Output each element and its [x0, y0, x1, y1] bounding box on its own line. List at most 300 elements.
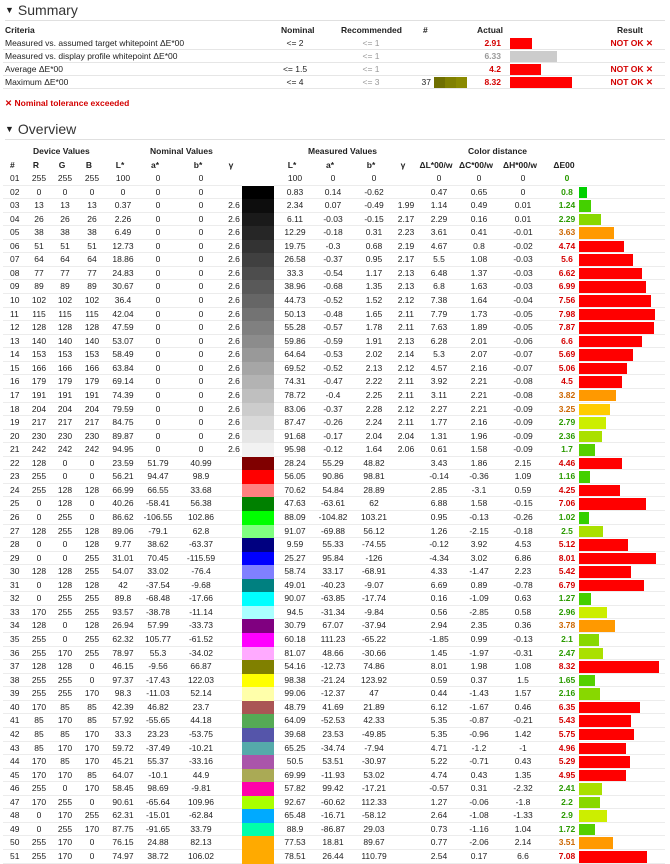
color-swatch: [242, 755, 274, 769]
table-cell: -0.15: [364, 213, 384, 224]
delta-e-bar: [579, 471, 590, 483]
table-cell: 08: [10, 267, 20, 278]
table-cell: 2.13: [397, 281, 415, 292]
table-cell: 0.01: [514, 213, 532, 224]
table-cell: -0.06: [513, 335, 533, 346]
table-cell: 55.28: [284, 322, 306, 333]
table-cell: 0: [198, 389, 204, 400]
table-cell: 40: [10, 701, 20, 712]
table-cell: 13: [87, 200, 97, 211]
table-cell: 21.89: [363, 701, 385, 712]
table-cell: 255: [57, 823, 73, 834]
table-cell: 0.59: [514, 484, 532, 495]
table-row: [3, 674, 665, 688]
table-cell: -0.12: [429, 539, 449, 550]
table-cell: 56.21: [112, 471, 134, 482]
table-cell: -10.1: [148, 769, 168, 780]
divider: [5, 139, 665, 140]
table-cell: -0.15: [513, 498, 533, 509]
table-row: [3, 742, 665, 756]
delta-e-bar: [579, 539, 628, 551]
table-cell: 0: [155, 295, 161, 306]
table-cell: 98.38: [284, 674, 306, 685]
table-cell: 242: [31, 444, 47, 455]
table-cell: 3.92: [470, 539, 488, 550]
table-cell: 217: [84, 417, 100, 428]
table-cell: 179: [57, 376, 73, 387]
table-cell: 0: [36, 498, 42, 509]
table-cell: 1.96: [470, 430, 488, 441]
actual-value: 4.2: [489, 64, 501, 74]
table-cell: 2.35: [470, 620, 488, 631]
color-swatch: [242, 403, 274, 417]
color-swatch: [242, 226, 274, 240]
table-cell: 166: [84, 362, 100, 373]
table-cell: 191: [31, 389, 47, 400]
table-cell: -58.41: [145, 498, 171, 509]
table-cell: 55.37: [147, 756, 169, 767]
table-cell: -4.34: [429, 552, 449, 563]
color-swatch: [242, 511, 274, 525]
table-cell: 1.04: [514, 823, 532, 834]
table-cell: 4.53: [514, 539, 532, 550]
delta-e-bar: [579, 770, 626, 782]
table-cell: 6.49: [114, 227, 132, 238]
table-cell: 10: [10, 295, 20, 306]
table-cell: 98.81: [363, 471, 385, 482]
overview-title: Overview: [17, 121, 77, 137]
delta-e-bar: [579, 648, 603, 660]
table-cell: 4.5: [561, 376, 573, 387]
table-cell: 33.17: [322, 566, 344, 577]
table-cell: 89.67: [363, 837, 385, 848]
table-cell: -0.3: [325, 240, 341, 251]
table-cell: 9.59: [286, 539, 304, 550]
table-cell: 170: [84, 823, 100, 834]
column-header: L*: [287, 160, 297, 170]
table-cell: 204: [84, 403, 100, 414]
table-cell: 93.57: [112, 606, 134, 617]
table-cell: 20: [10, 430, 20, 441]
table-cell: 255: [84, 634, 100, 645]
table-cell: 0.8: [473, 240, 485, 251]
table-cell: 7.06: [558, 498, 576, 509]
table-cell: 92.67: [284, 796, 306, 807]
table-row: [3, 796, 665, 810]
table-cell: 02: [10, 186, 20, 197]
table-cell: 2.16: [470, 417, 488, 428]
table-cell: 2.04: [365, 430, 383, 441]
table-cell: 103.21: [361, 512, 387, 522]
color-swatch: [242, 701, 274, 715]
measured-values-header: Measured Values: [308, 146, 377, 156]
table-cell: -11.03: [146, 688, 170, 699]
table-cell: 0: [564, 173, 570, 183]
delta-e-bar: [579, 729, 634, 741]
color-swatch: [242, 809, 274, 823]
table-cell: 2.96: [558, 606, 576, 617]
table-cell: 128: [57, 566, 73, 577]
color-swatch: [242, 416, 274, 430]
table-cell: 89: [87, 281, 97, 292]
table-cell: 42.33: [363, 715, 385, 726]
table-cell: 0.43: [470, 769, 488, 780]
table-cell: 2.11: [398, 376, 414, 387]
overview-heading[interactable]: [5, 121, 76, 137]
table-cell: 0.99: [470, 634, 488, 645]
table-cell: 64: [34, 254, 44, 265]
delta-e-bar: [579, 214, 601, 226]
table-cell: 23.53: [322, 728, 344, 739]
table-cell: 140: [84, 335, 100, 346]
table-cell: 3.11: [431, 389, 447, 400]
table-cell: -0.53: [323, 349, 343, 360]
summary-row: [3, 76, 665, 89]
table-cell: 2.6: [228, 254, 240, 265]
table-cell: 5.5: [433, 254, 445, 265]
table-row: [3, 403, 665, 417]
table-cell: -0.26: [323, 417, 343, 428]
table-cell: 128: [31, 661, 47, 672]
table-cell: 85: [34, 742, 44, 753]
table-cell: 6.69: [430, 579, 448, 590]
num-header: #: [423, 25, 428, 35]
table-cell: 59.72: [112, 742, 134, 753]
table-cell: 2.16: [470, 362, 488, 373]
table-cell: 5.12: [558, 539, 576, 550]
table-cell: 7.98: [558, 308, 576, 319]
table-cell: 5.6: [561, 254, 573, 265]
table-cell: 55.29: [322, 457, 344, 468]
table-cell: 128: [84, 579, 100, 590]
table-cell: 3.92: [430, 376, 448, 387]
table-cell: -0.47: [323, 376, 343, 387]
table-cell: 41.69: [322, 701, 344, 712]
table-cell: -9.81: [191, 783, 211, 794]
table-cell: 1.73: [470, 308, 488, 319]
table-cell: 2.6: [228, 444, 240, 455]
table-cell: 13: [10, 335, 20, 346]
table-cell: 13: [60, 200, 70, 211]
table-cell: -0.71: [469, 756, 489, 767]
table-row: [3, 294, 665, 308]
table-cell: 31: [10, 579, 20, 590]
collapse-triangle-icon[interactable]: ▼: [5, 124, 14, 134]
delta-e-bar: [579, 688, 600, 700]
nominal-cell: <= 1.5: [282, 64, 308, 74]
color-swatch: [242, 430, 274, 444]
table-cell: 2.6: [228, 389, 240, 400]
table-cell: 1.24: [558, 200, 576, 211]
table-cell: 0.37: [114, 200, 132, 211]
color-swatch: [242, 240, 274, 254]
table-cell: 79.59: [112, 403, 134, 414]
table-cell: -68.48: [145, 593, 171, 604]
color-swatch: [242, 674, 274, 688]
table-cell: -12.37: [320, 688, 346, 699]
table-cell: 128: [31, 566, 47, 577]
color-swatch: [242, 253, 274, 267]
color-swatch: [242, 186, 274, 200]
table-cell: 06: [10, 240, 20, 251]
table-cell: 255: [31, 674, 47, 685]
table-cell: 64.64: [284, 349, 306, 360]
table-cell: 170: [31, 701, 47, 712]
table-cell: 204: [31, 403, 47, 414]
table-cell: -0.18: [513, 525, 533, 536]
table-cell: -65.22: [361, 634, 387, 645]
table-cell: 89.06: [112, 525, 134, 536]
table-cell: 48: [10, 810, 20, 821]
table-cell: 6.6: [517, 851, 529, 861]
table-cell: 41: [10, 715, 20, 726]
table-cell: 0.58: [514, 606, 532, 617]
table-cell: 38.62: [147, 539, 169, 550]
table-cell: -0.08: [513, 376, 533, 387]
table-cell: 1.72: [558, 823, 576, 834]
table-row: [3, 389, 665, 403]
table-cell: -37.94: [361, 620, 387, 631]
table-cell: 34: [10, 620, 20, 631]
table-cell: 0.61: [430, 444, 448, 455]
table-cell: 0.31: [365, 227, 383, 238]
table-cell: 255: [57, 796, 73, 807]
table-cell: -106.55: [143, 512, 173, 522]
table-cell: 191: [84, 389, 100, 400]
column-header: a*: [325, 160, 335, 170]
table-cell: 12: [10, 322, 20, 333]
table-cell: 2.94: [430, 620, 448, 631]
table-cell: 26.94: [112, 620, 134, 631]
table-cell: 122.03: [188, 674, 214, 685]
table-cell: 2.14: [397, 349, 415, 360]
table-cell: 1.64: [470, 295, 488, 306]
table-cell: 255: [84, 593, 100, 604]
table-cell: 07: [10, 254, 20, 265]
table-cell: 170: [31, 769, 47, 780]
table-cell: -53.75: [188, 728, 214, 739]
table-cell: 0.89: [470, 579, 488, 590]
table-cell: 1.35: [514, 769, 532, 780]
table-cell: -0.48: [323, 308, 343, 319]
table-cell: 2.13: [365, 362, 383, 373]
table-cell: 2.6: [228, 362, 240, 373]
summary-heading[interactable]: [5, 2, 78, 18]
table-cell: 242: [84, 444, 100, 455]
swatch: [434, 77, 445, 88]
table-row: [3, 552, 665, 566]
swatch: [445, 77, 456, 88]
table-cell: 24: [10, 484, 20, 495]
table-cell: -17.74: [361, 593, 387, 604]
table-cell: 13: [34, 200, 44, 211]
table-cell: -0.13: [469, 512, 489, 522]
table-cell: 255: [31, 688, 47, 699]
table-cell: -2.15: [469, 525, 489, 536]
table-cell: 53.51: [322, 756, 344, 767]
table-cell: 128: [57, 322, 73, 333]
table-cell: -33.16: [188, 756, 214, 767]
column-header: R: [32, 160, 40, 170]
table-cell: 12.29: [284, 227, 306, 238]
table-cell: -0.59: [323, 335, 343, 346]
table-cell: -0.37: [323, 403, 343, 414]
table-cell: 1.17: [365, 267, 383, 278]
table-cell: 81.07: [284, 647, 306, 658]
table-cell: -0.52: [323, 295, 343, 306]
table-cell: -2.32: [513, 783, 533, 794]
table-cell: 2.21: [470, 376, 488, 387]
table-row: [3, 172, 665, 186]
table-cell: 94.95: [112, 444, 134, 455]
table-cell: 255: [57, 688, 73, 699]
result-cell: NOT OK ✕: [610, 77, 653, 87]
table-cell: -0.09: [513, 444, 533, 455]
delta-e-bar: [579, 607, 607, 619]
table-row: [3, 321, 665, 335]
table-cell: 4.25: [558, 484, 576, 495]
nominal-header: Nominal: [281, 25, 315, 35]
table-row: [3, 565, 665, 579]
table-cell: 1.35: [365, 281, 383, 292]
table-cell: 0: [155, 322, 161, 333]
criteria-cell: Maximum ΔE*00: [5, 77, 69, 87]
table-cell: 23: [10, 471, 20, 482]
table-cell: 74.31: [284, 376, 306, 387]
table-cell: -0.49: [364, 200, 384, 211]
table-cell: 70.62: [284, 484, 306, 495]
table-cell: 18: [10, 403, 20, 414]
table-cell: 1.63: [470, 281, 488, 292]
table-cell: 255: [31, 783, 47, 794]
table-cell: 56.12: [363, 525, 385, 536]
table-cell: 48.66: [322, 647, 344, 658]
table-cell: 88.09: [284, 512, 306, 522]
table-cell: 0: [62, 471, 68, 482]
table-cell: 47.63: [284, 498, 306, 509]
table-cell: 0: [155, 444, 161, 455]
table-cell: 51: [60, 240, 70, 251]
table-cell: 44: [10, 756, 20, 767]
table-cell: 0: [155, 430, 161, 441]
table-cell: 85: [60, 728, 70, 739]
delta-e-bar: [579, 702, 640, 714]
table-cell: 33.79: [190, 823, 212, 834]
table-cell: 0: [89, 674, 95, 685]
table-cell: 204: [57, 403, 73, 414]
table-cell: 1.02: [558, 512, 576, 522]
table-cell: 85: [87, 715, 97, 726]
table-cell: 0: [36, 552, 42, 563]
delta-e-bar: [579, 390, 616, 402]
summary-header-row: [3, 24, 665, 37]
color-swatch: [242, 280, 274, 294]
color-swatch: [242, 742, 274, 756]
table-cell: 88.9: [286, 823, 304, 834]
table-cell: 0: [155, 213, 161, 224]
table-cell: 89: [34, 281, 44, 292]
table-cell: -40.23: [320, 579, 346, 590]
table-cell: 6.99: [558, 281, 576, 292]
table-cell: -30.97: [361, 756, 387, 767]
table-cell: 50.5: [286, 756, 304, 767]
color-swatch: [242, 769, 274, 783]
table-cell: 33: [10, 606, 20, 617]
table-cell: 4.67: [430, 240, 448, 251]
table-cell: 1.27: [558, 593, 576, 604]
table-cell: 0.68: [365, 240, 383, 251]
table-cell: 0: [198, 267, 204, 278]
table-cell: 170: [31, 796, 47, 807]
table-cell: 51: [10, 851, 20, 861]
table-cell: 2.19: [397, 240, 415, 251]
table-cell: 32: [10, 593, 20, 604]
table-cell: 99.42: [322, 783, 344, 794]
color-swatch: [242, 443, 274, 457]
table-cell: -9.56: [148, 661, 168, 672]
table-cell: 170: [57, 742, 73, 753]
table-cell: 2.2: [561, 796, 573, 807]
table-cell: 1.16: [558, 471, 576, 482]
table-row: [3, 267, 665, 281]
table-cell: -74.55: [361, 539, 387, 550]
table-cell: 63.84: [112, 362, 134, 373]
table-cell: 2.11: [398, 389, 414, 400]
table-cell: 91.68: [284, 430, 306, 441]
table-cell: 38: [10, 674, 20, 685]
table-cell: 4.74: [430, 769, 448, 780]
table-cell: 26.44: [322, 851, 344, 861]
color-swatch: [242, 823, 274, 837]
table-cell: 18.86: [112, 254, 134, 265]
color-swatch: [242, 199, 274, 213]
table-cell: 0: [371, 173, 377, 183]
column-header: b*: [366, 160, 376, 170]
table-cell: -68.91: [361, 566, 387, 577]
table-cell: 85: [60, 756, 70, 767]
table-cell: 90.86: [322, 471, 344, 482]
table-cell: 112.33: [361, 796, 387, 807]
table-cell: 1.58: [470, 444, 488, 455]
table-cell: 0: [89, 471, 95, 482]
table-cell: 170: [31, 756, 47, 767]
delta-e-bar: [579, 322, 654, 334]
table-cell: 50: [10, 837, 20, 848]
color-swatch: [242, 687, 274, 701]
table-cell: 0.8: [561, 186, 573, 197]
table-cell: 2.6: [228, 213, 240, 224]
collapse-triangle-icon[interactable]: ▼: [5, 5, 14, 15]
table-cell: 2.17: [397, 213, 415, 224]
delta-e-bar: [579, 309, 655, 321]
delta-e-bar: [579, 634, 599, 646]
table-cell: 64.07: [112, 769, 134, 780]
table-cell: 0: [89, 837, 95, 848]
table-cell: 170: [57, 837, 73, 848]
delta-e-bar: [579, 498, 646, 510]
table-cell: 0.77: [430, 837, 448, 848]
table-cell: 0.36: [514, 620, 532, 631]
table-cell: 106.02: [188, 851, 214, 861]
table-cell: 0.46: [514, 701, 532, 712]
table-cell: 1.98: [470, 661, 488, 672]
table-cell: 52.14: [190, 688, 212, 699]
table-cell: 2.6: [228, 200, 240, 211]
table-cell: 1.42: [514, 728, 532, 739]
table-cell: 123.92: [361, 674, 387, 685]
table-cell: 7.38: [430, 295, 448, 306]
table-cell: 23.7: [192, 701, 210, 712]
